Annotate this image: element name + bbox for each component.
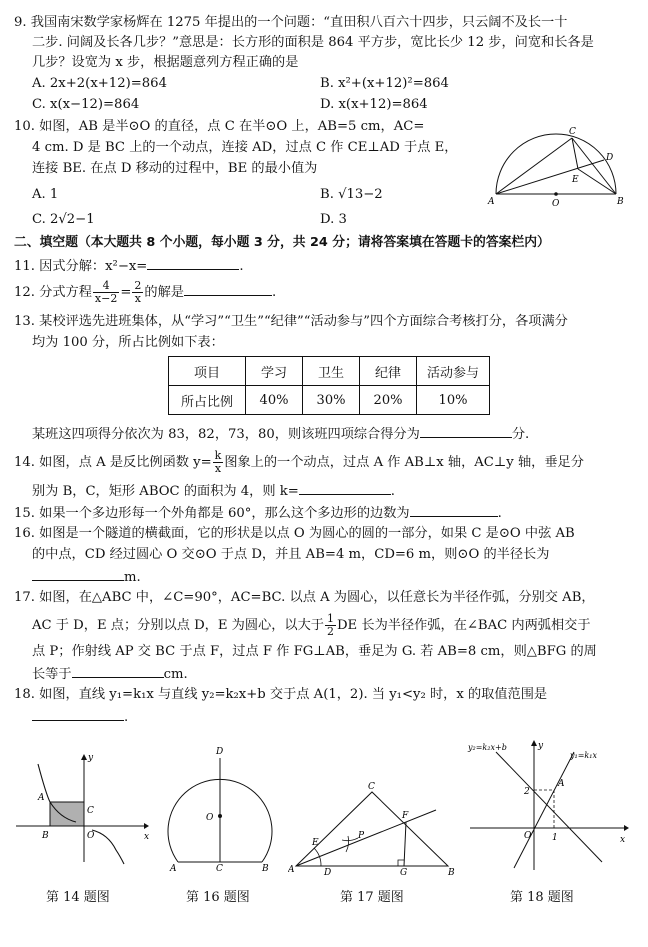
q17-fd: 2 — [326, 625, 334, 638]
q14-line2 — [32, 481, 395, 501]
label-p: P — [358, 831, 365, 841]
q18-line2 — [32, 707, 128, 727]
q15-answer-blank[interactable] — [410, 503, 498, 517]
q16-line2: 的中点，CD 经过圆心 O 交⊙O 于点 D，并且 AB=4 m，CD=6 m，则⊙O 的半径长为 — [32, 547, 550, 562]
q10-option-c: C. 2√2−1 — [32, 212, 95, 227]
q13-line1: 13. 某校评选先进班集体，从“学习”“卫生”“纪律”“活动参与”四个方面综合考核打分，各项满分 — [14, 314, 568, 329]
q17-fraction — [325, 613, 336, 638]
table-row — [169, 386, 490, 415]
table-cell: 30% — [303, 386, 360, 415]
q11-answer-blank[interactable] — [147, 256, 239, 270]
label-o: O — [552, 199, 560, 209]
q17-fn: 1 — [326, 612, 334, 625]
fig16 — [158, 744, 284, 872]
y-arrow — [531, 740, 537, 746]
label-c: C — [368, 782, 375, 792]
label-b: B — [617, 197, 624, 207]
label-y: y — [538, 741, 544, 751]
q18-line1: 18. 如图，直线 y₁=k₁x 与直线 y₂=k₂x+b 交于点 A(1，2). 当 y₁<y₂ 时，x 的取值范围是 — [14, 687, 548, 702]
q14-end: . — [390, 484, 395, 499]
q10-option-d: D. 3 — [320, 212, 347, 227]
q10-line2: 4 cm. D 是 BC 上的一个动点，连接 AD，过点 C 作 CE⊥AD 于点 E， — [32, 140, 458, 155]
q16-answer-blank[interactable] — [32, 567, 124, 581]
q15-text: 15. 如果一个多边形每一个外角都是 60°，那么这个多边形的边数为 — [14, 506, 410, 521]
q9-line2: 二步. 问阔及长各几步？”意思是：长方形的面积是 864 平方步，宽比长少 12 步，问宽和长各是 — [32, 35, 594, 50]
q9-line3: 几步？设宽为 x 步，根据题意列方程正确的是 — [32, 55, 299, 70]
fig18 — [466, 738, 636, 872]
q17-line4 — [32, 664, 188, 684]
segment-ac — [496, 138, 572, 194]
caption-fig17: 第 17 题图 — [340, 890, 404, 905]
q16-line3 — [32, 567, 141, 587]
label-f: F — [402, 811, 409, 821]
q12 — [14, 280, 276, 306]
center-o — [554, 192, 558, 196]
q14-fn: k — [214, 449, 222, 462]
label-g: G — [400, 868, 408, 876]
q9-option-a: A. 2x+2(x+12)=864 — [32, 76, 167, 91]
label-x: x — [620, 835, 626, 845]
q12-f2-num: 2 — [134, 279, 142, 292]
q12-fraction-2 — [132, 280, 143, 305]
label-e: E — [312, 838, 319, 848]
label-b: B — [448, 868, 455, 876]
table-cell: 项目 — [169, 357, 246, 386]
q15-end: . — [497, 506, 502, 521]
label-c: C — [216, 864, 223, 872]
segment-ce — [572, 138, 578, 169]
label-line-y2: y₂=k₂x+b — [468, 743, 507, 752]
q17-answer-blank[interactable] — [72, 664, 164, 678]
arc-p1 — [346, 836, 349, 852]
segment-fg — [404, 822, 406, 866]
label-a: A — [38, 793, 45, 803]
q9-option-c: C. x(x−12)=864 — [32, 97, 140, 112]
q12-f2-den: x — [134, 292, 142, 305]
q10-option-a: A. 1 — [32, 187, 59, 202]
label-d: D — [606, 153, 614, 163]
label-d: D — [324, 868, 332, 876]
q17-line2-post: DE 长为半径作弧，在∠BAC 内两弧相交于 — [336, 618, 591, 633]
q10-figure — [486, 122, 626, 210]
label-a: A — [288, 865, 295, 875]
q9-option-d: D. x(x+12)=864 — [320, 97, 428, 112]
label-d: D — [216, 747, 224, 757]
label-o: O — [524, 831, 532, 841]
q11 — [14, 256, 244, 276]
q12-end: . — [271, 285, 277, 300]
q16-line1: 16. 如图是一个隧道的横截面，它的形状是以点 O 为圆心的圆的一部分，如果 C 是⊙O 中弦 AB — [14, 526, 575, 541]
table-cell: 所占比例 — [169, 386, 246, 415]
q13-answer-blank[interactable] — [420, 424, 512, 438]
q10-line1: 10. 如图，AB 是半⊙O 的直径，点 C 在半⊙O 上，AB=5 cm，AC= — [14, 119, 425, 134]
q13-table — [168, 356, 490, 415]
segment-be — [578, 169, 616, 194]
rectangle-aboc — [50, 802, 84, 826]
line-y2 — [496, 752, 602, 862]
segment-ad — [496, 160, 604, 194]
q15 — [14, 503, 502, 523]
q10-option-b: B. √13−2 — [320, 187, 383, 202]
q17-line1: 17. 如图，在△ABC 中，∠C=90°，AC=BC. 以点 A 为圆心，以任意长为半径作弧，分别交 AB， — [14, 590, 595, 605]
table-cell: 纪律 — [360, 357, 417, 386]
q12-fraction-1 — [93, 280, 119, 305]
q17-line3: 点 P；作射线 AP 交 BC 于点 F，过点 F 作 FG⊥AB，垂足为 G. 若 AB=8 cm，则△BFG 的周 — [32, 644, 597, 659]
section-2-heading: 二、填空题（本大题共 8 个小题，每小题 3 分，共 24 分；请将答案填在答题卡的答案栏内） — [14, 235, 550, 250]
q17-line4-text: 长等于 — [32, 667, 72, 682]
caption-fig14: 第 14 题图 — [46, 890, 110, 905]
q12-eq: = — [120, 285, 132, 300]
q12-post: 的解是 — [144, 285, 184, 300]
center-o — [218, 814, 222, 818]
q13-line2: 均为 100 分，所占比例如下表： — [32, 335, 224, 350]
q17-end: cm. — [163, 667, 188, 682]
fig17 — [288, 776, 468, 876]
q11-end: . — [239, 259, 244, 274]
label-a: A — [488, 197, 495, 207]
fig14 — [12, 748, 152, 868]
label-o: O — [206, 813, 214, 823]
q14-line2-text: 别为 B，C，矩形 ABOC 的面积为 4，则 k= — [32, 484, 299, 499]
x-arrow — [144, 823, 149, 829]
caption-fig18: 第 18 题图 — [510, 890, 574, 905]
q13-end: 分. — [511, 427, 530, 442]
label-b: B — [262, 864, 269, 872]
q14-fraction — [213, 450, 224, 475]
q14-pre: 14. 如图，点 A 是反比例函数 y= — [14, 455, 212, 470]
q12-answer-blank[interactable] — [184, 282, 272, 296]
label-b: B — [42, 831, 49, 841]
q10-line3: 连接 BE. 在点 D 移动的过程中，BE 的最小值为 — [32, 161, 318, 176]
q18-answer-blank[interactable] — [32, 707, 124, 721]
q12-pre: 12. 分式方程 — [14, 285, 92, 300]
label-x: x — [144, 832, 150, 842]
table-header-row — [169, 357, 490, 386]
label-c: C — [87, 806, 94, 816]
label-a: A — [558, 779, 565, 789]
x-arrow — [624, 825, 629, 831]
q9-option-b: B. x²+(x+12)²=864 — [320, 76, 449, 91]
curve-q4 — [92, 830, 124, 864]
label-two: 2 — [524, 787, 530, 797]
q14-fd: x — [214, 462, 222, 475]
label-one: 1 — [552, 833, 558, 843]
label-c: C — [569, 127, 576, 137]
right-angle-mark — [398, 860, 404, 866]
q18-end: . — [124, 710, 129, 725]
table-cell: 学习 — [246, 357, 303, 386]
q16-end: m. — [124, 570, 141, 585]
q14-post: 图象上的一个动点，过点 A 作 AB⊥x 轴，AC⊥y 轴，垂足分 — [224, 455, 584, 470]
line-y1 — [514, 752, 574, 868]
semicircle-arc — [496, 134, 616, 194]
label-a: A — [170, 864, 177, 872]
table-cell: 40% — [246, 386, 303, 415]
label-o: O — [87, 831, 95, 841]
label-line-y1: y₁=k₁x — [570, 751, 597, 760]
table-cell: 20% — [360, 386, 417, 415]
label-e: E — [572, 175, 579, 185]
q13-line3 — [32, 424, 529, 444]
q9-line1: 9. 我国南宋数学家杨辉在 1275 年提出的一个问题：“直田积八百六十四步，只云阔不及长一十 — [14, 15, 568, 30]
table-cell: 卫生 — [303, 357, 360, 386]
caption-fig16: 第 16 题图 — [186, 890, 250, 905]
q14-line1 — [14, 450, 584, 476]
q13-line3-text: 某班这四项得分依次为 83，82，73，80，则该班四项综合得分为 — [32, 427, 420, 442]
q12-f1-num: 4 — [93, 280, 119, 293]
q17-line2 — [32, 613, 591, 639]
q12-f1-den: x−2 — [94, 292, 118, 305]
table-cell: 10% — [417, 386, 490, 415]
label-y: y — [88, 753, 94, 763]
y-arrow — [81, 754, 87, 760]
q11-text: 11. 因式分解：x²−x= — [14, 259, 148, 274]
q14-answer-blank[interactable] — [299, 481, 391, 495]
q17-line2-pre: AC 于 D，E 点；分别以点 D，E 为圆心，以大于 — [32, 618, 324, 633]
arc-p2 — [342, 838, 358, 841]
table-cell: 活动参与 — [417, 357, 490, 386]
